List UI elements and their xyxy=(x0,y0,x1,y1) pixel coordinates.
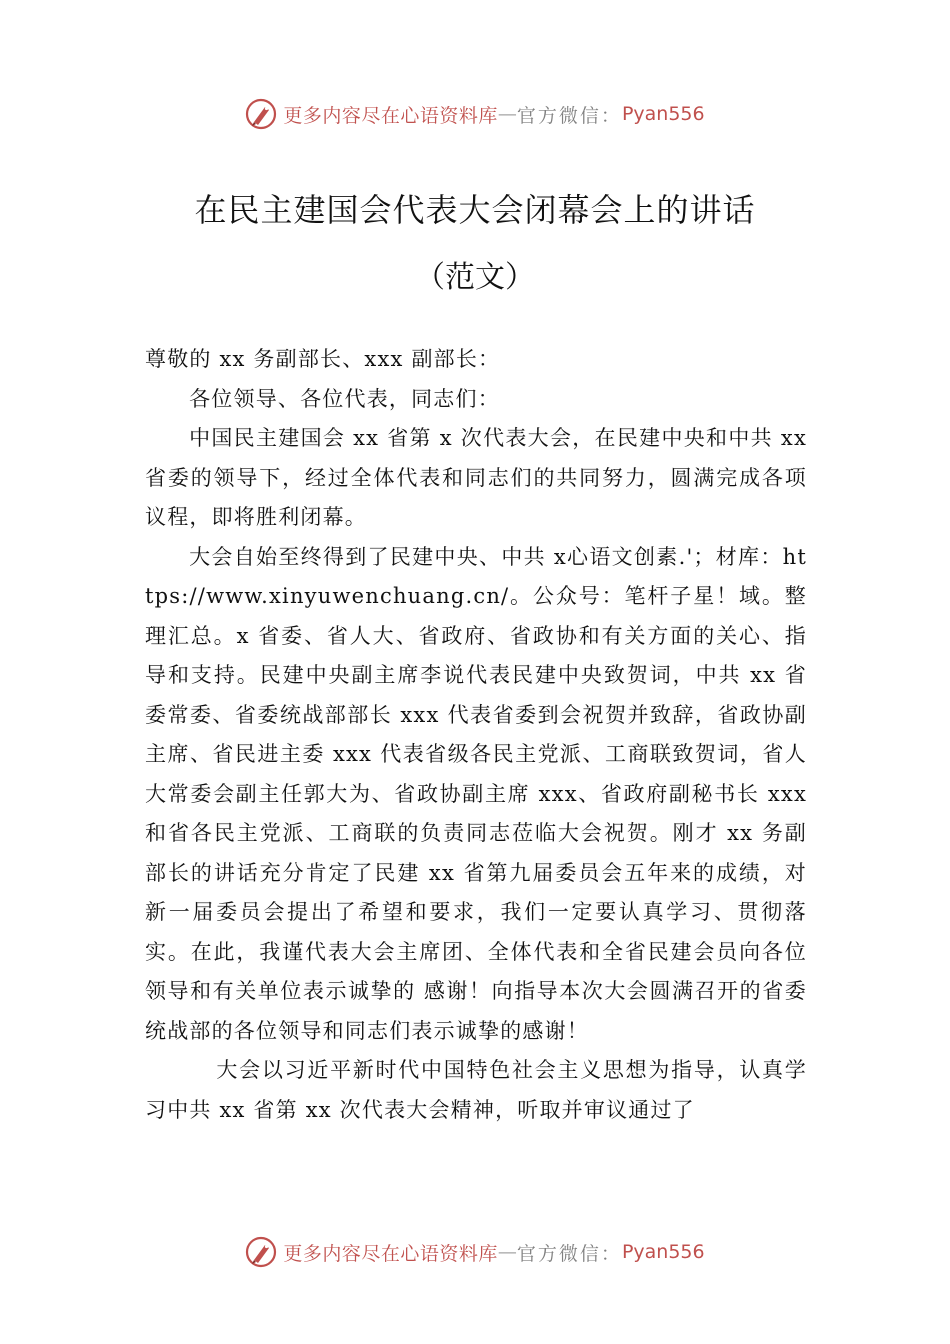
wechat-label: 官方微信： xyxy=(516,1242,622,1265)
greeting: 各位领导、各位代表，同志们： xyxy=(189,386,500,411)
wechat-id: Pyan556 xyxy=(621,103,705,125)
body-paragraph: 大会自始至终得到了民建中央、中共 x心语文创素.'；材库：https://www.xinyuwenchuang.cn/。公众号：笔杆子星！域。整理汇总。x 省委、省人大、省政府、省政协和有关方面的关心、指导和支持。民建中央副主席李说代表民建中央致贺词，中共 xx 省委常委、省委统战部部长 xxx 代表省委到会祝贺并致辞，省政协副主席、省民进主委 xxx 代表省级各民主党派、工商联致贺词，省人大常委会副主任郭大为、省政协副主席 xxx、省政府副秘书长 xxx 和省各民主党派、工商联的负责同志莅临大会祝贺。刚才 xx 务副部长的讲话充分肯定了民建 xx 省第九届委员会五年来的成绩，对新一届委员会提出了希望和要求，我们一定要认真学习、贯彻落实。在此，我谨代表大会主席团、全体代表和全省民建会员向各位领导和有关单位表示诚挚的 感谢！向指导本次大会圆满召开的省委统战部的各位领导和同志们表示诚挚的感谢！ xyxy=(145,544,807,1043)
pen-logo-icon xyxy=(245,98,277,130)
body-paragraph: 大会以习近平新时代中国特色社会主义思想为指导，认真学习中共 xx 省第 xx 次代表大会精神，听取并审议通过了 xyxy=(145,1058,807,1122)
wechat-id: Pyan556 xyxy=(621,1241,705,1263)
body-paragraph: 中国民主建国会 xx 省第 x 次代表大会，在民建中央和中共 xx 省委的领导下，经过全体代表和同志们的共同努力，圆满完成各项议程，即将胜利闭幕。 xyxy=(145,426,807,529)
document-title: 在民主建国会代表大会闭幕会上的讲话 xyxy=(194,191,756,229)
wechat-label: 官方微信： xyxy=(516,104,622,127)
banner-text: 更多内容尽在心语资料库 xyxy=(283,1242,498,1265)
document-body xyxy=(145,340,807,1130)
footer-banner xyxy=(0,1232,950,1272)
header-banner xyxy=(0,94,950,134)
pen-logo-icon xyxy=(245,1236,277,1268)
banner-separator: — xyxy=(497,103,517,125)
salutation: 尊敬的 xx 务副部长、xxx 副部长： xyxy=(145,347,501,371)
banner-text: 更多内容尽在心语资料库 xyxy=(283,104,498,127)
banner-separator: — xyxy=(497,1241,517,1263)
document-subtitle: （范文） xyxy=(415,260,535,295)
